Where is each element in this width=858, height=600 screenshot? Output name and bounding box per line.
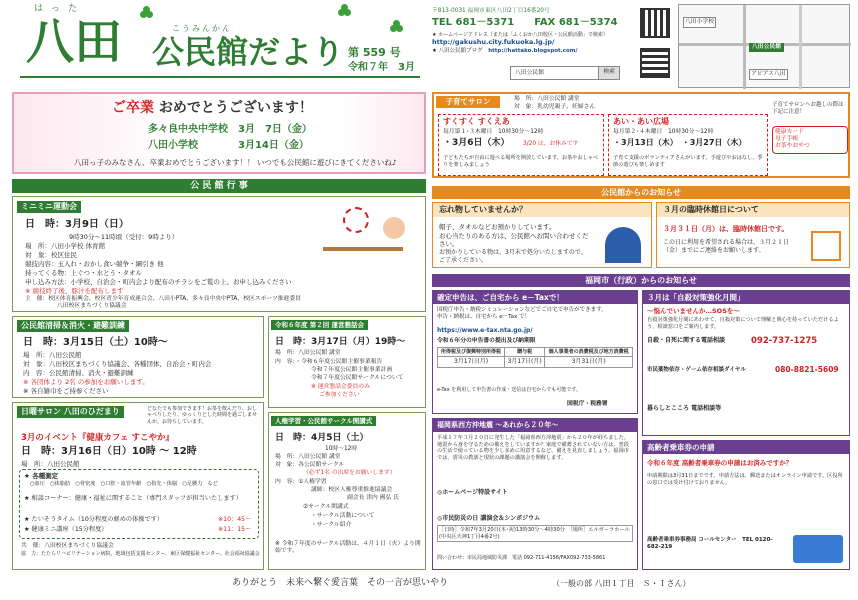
mini-undokai-apply: 申し込み方法：小学校、自治会・町内会より配布のチラシをご覧の上、お申し込みください — [25, 278, 292, 286]
circle-content-2: 講師：校区人権尊重推進協議会 — [311, 487, 393, 493]
circle-content-6: ・サークル紹介 — [311, 522, 352, 528]
elderly-body: 申請期限は3月31日までです。申請方法は、郵送またはオンライン申請です。区役所の窓口では受け付けておりません。 — [647, 473, 843, 486]
search-box-text: 八田公民館 — [515, 70, 544, 76]
circle-target: 対 象：各公民館サークル — [275, 462, 345, 468]
mini-undokai-place: 場 所：八田小学校 体育館 — [25, 242, 106, 250]
mini-undokai-box — [12, 196, 426, 312]
hidamari-lecture-time: ※11：15～ — [218, 526, 252, 533]
graduation-school-1: 多々良中央中学校 3月 7日（金） — [148, 124, 312, 135]
earthquake-contact: 問い合わせ：市民局地域防災課 電話 092-711-4156/FAX092-733-5861 — [437, 555, 606, 561]
etax-date: 3月17日(月) — [438, 357, 505, 368]
sukusuku-date: ・3月6日（木） — [443, 138, 510, 148]
etax-box — [432, 290, 638, 414]
mini-undokai-host2: 八田校区まちづくり協議会 — [57, 303, 127, 309]
suicide-phone-2: 080-8821-5609 — [775, 365, 839, 374]
salon-target: 対 象：乳幼児親子、妊婦さん — [514, 104, 596, 110]
salon-place: 場 所：八田公民館 講堂 — [514, 96, 580, 102]
circle-box — [268, 412, 426, 570]
council-box — [268, 316, 426, 408]
mini-undokai-target: 対 象：校区住民 — [25, 251, 77, 259]
hidamari-place: 場 所：八田公民館 — [21, 460, 80, 468]
mini-undokai-time: 9時30分～11時頃（受付：9時より） — [69, 233, 179, 241]
salon-note: 子育てサロンへお越しの際は下記に注意！ — [772, 102, 844, 115]
blog-label: ★ 八田公民館ブログ — [432, 48, 483, 55]
council-content-2: 令和７年度公民館主催事業計画 — [311, 367, 393, 373]
graduation-title — [112, 100, 313, 118]
hidamari-datetime: 日 時：3月16日（日）10時 ～ 12時 — [21, 446, 197, 457]
etax-title: 確定申告は、ご自宅から e－Taxで！ — [433, 291, 637, 304]
hidamari-taiso: ★ たいそうタイム（10分程度の軽めの体操です） — [24, 516, 164, 523]
search-button[interactable]: 検索 — [598, 67, 619, 79]
suicide-title: ３月は「自殺対策強化月間」 — [643, 291, 849, 304]
map-label-school: 八田小学校 — [683, 17, 716, 28]
hidamari-content-label: ★ 各種測定 — [24, 472, 59, 480]
hidamari-event: 3月のイベント『健康カフェ すこやか』 — [21, 433, 174, 443]
circle-datetime: 日 時：4月5日（土） — [275, 433, 369, 443]
salon-note-box — [772, 102, 848, 176]
salon-panel — [432, 92, 850, 178]
elderly-contact: 高齢者乗車券事務局 コールセンター TEL 0120-682-219 — [647, 537, 773, 550]
lost-items-body-2: お心当たりのある方は、公民館へお問い合わせください。 — [439, 232, 589, 249]
aiai-box — [608, 114, 768, 176]
salon-header: 子育てサロン — [436, 96, 500, 108]
council-content-4: ※ 運営懇話会委員のみ — [311, 384, 370, 390]
cleanup-place: 場 所：八田公民館 — [23, 351, 82, 359]
mini-undokai-games: 競技内容：玉入れ・おかし食い競争・綱引き 他 — [25, 260, 164, 268]
hidamari-measures: ○血圧 ○体脂肪 ○骨密度 ○口腔・血管年齢 ○指先・体脳 ○足腰力 など — [30, 481, 218, 487]
etax-body: 国税庁申告・納税シミュレーションなどでご自宅で申告ができます。申告・納税は、自宅から e－Tax で！ — [437, 307, 607, 320]
footer-author: （一般の部 八田１丁目 Ｓ・Ｉさん） — [552, 579, 691, 588]
lost-items-title: 忘れ物していませんか？ — [433, 203, 651, 217]
aiai-desc: 子育て支援のボランティアさんがいます。手遊びやおはなし、季節の遊びも楽しめます — [613, 155, 763, 168]
qr-code-homepage — [640, 8, 670, 38]
council-content-1: 内 容：・令和６年度公民館主催事業報告 — [275, 359, 383, 365]
salon-note-item: 健康カード — [775, 129, 804, 135]
council-tag: 令和６年度 第２回 運営懇話会 — [271, 320, 368, 330]
suicide-phone-1: 092-737-1275 — [751, 336, 818, 346]
earthquake-detail: ［日時］令和7年3月20日(木･祝)13時30分～4時30分 ［場所］エルガーラホール(中央区天神1丁目4番2号) — [437, 525, 633, 542]
suicide-line-label: 暮らしとこころ 電話相談等 — [647, 405, 722, 412]
circle-place: 場 所：八田公民館 講堂 — [275, 454, 341, 460]
hidamari-lecture: ★ 健康ミニ講座（15分程度） — [24, 526, 108, 533]
holiday-title: ３月の臨時休館日について — [657, 203, 849, 217]
circle-time: 10時～12時 — [325, 446, 358, 452]
earthquake-box — [432, 418, 638, 570]
clover-icon — [140, 6, 154, 20]
mini-undokai-tag: ミニミニ運動会 — [17, 201, 81, 213]
pass-card-icon — [793, 535, 843, 563]
cleanup-target: 対 象：八田校区まちづくり協議会、各種団体、自治会・町内会 — [23, 360, 212, 368]
lost-items-body-3: お預かりしている物は、3月末で処分いたしますので、ご了承ください。 — [439, 249, 587, 264]
title-main: 公民館だより — [152, 33, 345, 71]
issue-number: 第 559 号 — [348, 46, 401, 59]
cleanup-tag: 公民館清掃＆消火・避難訓練 — [17, 320, 129, 332]
ruby-hatta: はった — [34, 4, 86, 14]
graduation-title-red: ご卒業 — [112, 100, 154, 116]
circle-content-4: ②サークル開講式 — [303, 504, 349, 510]
council-place: 場 所：八田公民館 講堂 — [275, 350, 341, 356]
mini-undokai-host: 主 催：校区体育振興会、校区青少年育成連合会、八田小PTA、多々良中央中PTA、校区スポーツ推進委員 — [25, 296, 301, 302]
aiai-detail: 毎月第２･４木曜日 10時30分～12時 — [613, 129, 714, 135]
ruby-kouminkan: こうみんかん — [172, 24, 232, 33]
hidamari-host: 共 催：八田校区まちづくり協議会 — [21, 543, 114, 549]
etax-table-title: 令和６年分の申告書の提出及び納期限 — [437, 338, 536, 344]
circle-content-3: 副会長 津内 國弘 氏 — [347, 495, 399, 501]
holiday-body-1: ３月３１日（月）は、臨時休館日です。 — [663, 225, 789, 233]
etax-date: 3月31日(月) — [545, 357, 633, 368]
sukusuku-note: 3/20 は、お休みです — [523, 141, 579, 147]
sukusuku-detail: 毎月第１･３木曜日 10時30分～12時 — [443, 129, 544, 135]
hidamari-consult: ★ 相談コーナー：健康・福祉に関すること（専門スタッフが担当いたします） — [24, 495, 242, 502]
footer-slogan: ありがとう 未来へ繋ぐ愛言葉 その一言が思いやり — [232, 578, 449, 588]
umbrella-icon — [605, 227, 641, 263]
suicide-box — [642, 290, 850, 436]
clover-icon — [390, 20, 404, 34]
graduation-title-rest: おめでとうございます！ — [158, 100, 313, 116]
circle-content-1: 内 容：①人権学習 — [275, 479, 327, 485]
elderly-sub: 令和６年度 高齢者乗車券の申請はお済みですか？ — [647, 459, 793, 467]
search-box[interactable] — [510, 66, 620, 80]
etax-col: 所得税及び復興特別所得税 — [438, 348, 505, 357]
etax-foot: e-Tax を利用して申告書の作成・送信は自宅からでも可能です。 — [437, 387, 581, 393]
cleanup-note-1: ※ 各団体より 2名 の参加をお願いします。 — [23, 378, 149, 386]
lost-items-box — [432, 202, 652, 268]
sports-illustration — [313, 207, 413, 277]
etax-agency: 国税庁・税務署 — [567, 401, 608, 407]
sukusuku-box — [438, 114, 604, 176]
hidamari-box — [12, 402, 264, 570]
graduation-message: 八田っ子のみなさん、卒業おめでとうございます！！ いつでも公民館に遊びにきてくださいね♪ — [74, 158, 397, 167]
hidamari-taiso-time: ※10：45～ — [218, 516, 252, 523]
circle-target-note: （必ず1名 の出席をお願いします） — [303, 470, 396, 476]
etax-date: 3月17日(月) — [505, 357, 545, 368]
blog-url[interactable]: http://hattako.blogspot.com/ — [488, 48, 578, 55]
sukusuku-title: すくすく すくえあ — [443, 117, 510, 126]
etax-col: 個人事業者の消費税及び地方消費税 — [545, 348, 633, 357]
elderly-pass-box — [642, 440, 850, 570]
holiday-body-2: この日に利用を希望される場合は、３月２１日（金）までにご連絡をお願いします。 — [663, 239, 790, 254]
council-datetime: 日 時：3月17日（月）19時～ — [275, 337, 406, 347]
hidamari-content-box — [19, 469, 259, 539]
council-content-5: ご参加ください — [319, 392, 360, 398]
calendar-icon — [811, 231, 841, 261]
earthquake-title: 福岡県西方沖地震 ～あれから２０年～ — [433, 419, 637, 432]
address: 〒813-0031 福岡市東区八田2丁目16番20号 — [432, 8, 550, 14]
earthquake-body: 平成１７年３月２０日に発生した「福岡県西方沖地震」から２０年が経ちました。地震から身を守るための備えをしていますか？家庭で備蓄されていない方は、普段の生活で使っている物を少し多めに用意するなど、備えを見直しましょう。福岡市では、震災の教訓と現状の課題の講演会を開催します。 — [437, 435, 629, 461]
council-content-3: 令和７年度公民館サークルについて — [311, 375, 404, 381]
homepage-label: ★ ホームページアドレス（または「ふくおか八田校区・公民館活動」で検索） — [432, 31, 608, 38]
footer — [12, 574, 850, 596]
graduation-school-2: 八田小学校 3月14日（金） — [148, 140, 309, 151]
access-map — [678, 4, 850, 88]
clover-icon — [338, 4, 352, 18]
elderly-title: 高齢者乗車券の申請 — [643, 441, 849, 454]
title-underline — [20, 76, 420, 78]
aiai-dates: ・3月13日（木） ・3月27日（木） — [613, 138, 747, 147]
graduation-banner — [12, 92, 426, 174]
cleanup-content: 内 容：公民館清掃、消火・避難訓練 — [23, 369, 134, 377]
salon-note-item: お茶やおやつ — [775, 143, 810, 150]
qr-code-blog — [640, 48, 670, 78]
mini-undokai-datetime: 日 時：3月9日（日） — [25, 219, 129, 230]
map-label-kouminkan: 八田公民館 — [749, 43, 784, 52]
issue-date: 令和７年 3月 — [348, 62, 415, 73]
hidamari-tag: 日曜サロン 八田のひだまり — [17, 406, 124, 418]
circle-tag: 人権学習・公民館サークル開講式 — [271, 416, 376, 426]
mini-undokai-note: ※ 競技終了後、豚汁を配布します — [25, 287, 124, 295]
events-header: 公 民 館 行 事 — [12, 179, 426, 193]
etax-table — [437, 347, 633, 368]
circle-note: ※ 令和７年度のサークル活動は、４月１日（火）より開始です。 — [275, 541, 421, 555]
holiday-box — [656, 202, 850, 268]
contact-block — [432, 8, 632, 90]
suicide-phone-2-label: 市民薬物依存・ゲーム依存相談ダイヤル — [647, 367, 746, 373]
sukusuku-desc: 子どもたちが自由に遊べる場所を開放しています。お茶やおしゃべりを楽しみましょう — [443, 155, 599, 168]
salon-note-item: 母子手帳 — [775, 136, 799, 143]
lost-items-body-1: 帽子、タオルなどお預かりしています。 — [439, 223, 556, 231]
homepage-url[interactable]: http://gakushu.city.fukuoka.lg.jp/ — [432, 37, 555, 46]
earthquake-item-1: ◎ホームページ特設サイト — [437, 489, 508, 496]
suicide-body: 自殺対策強化月間にあわせて、自殺対策について理解と関心を持っていただけるよう、相談窓口をご案内します。 — [647, 317, 839, 330]
phone-fax: TEL 681－5371 FAX 681－5374 — [432, 17, 618, 29]
cleanup-datetime: 日 時：3月15日（土）10時～ — [23, 337, 168, 348]
earthquake-item-2: ◎市民防災の日 講演会＆シンポジウム — [437, 515, 541, 522]
masthead — [12, 4, 422, 86]
hidamari-note: どなたでも参加できます！お茶を飲んだり、おしゃべりしたり、ゆっくりとした時間を過ごしませんか。お待ちしています。 — [147, 406, 258, 425]
city-header: 福岡市（行政）からのお知らせ — [432, 274, 850, 287]
etax-url[interactable]: https://www.e-tax.nta.go.jp/ — [437, 327, 533, 334]
suicide-phone-1-label: 自殺・自死に関する電話相談 — [647, 337, 726, 344]
etax-col: 贈与税 — [505, 348, 545, 357]
map-label-apias: アピアス八田 — [749, 69, 788, 80]
title-hatta: 八田 — [26, 14, 123, 70]
mini-undokai-bring: 持ってくる物：上ぐつ・水とう・タオル — [25, 269, 142, 277]
circle-content-5: ・サークル活動について — [311, 513, 375, 519]
suicide-sub: ～悩んでいませんか…SOSを～ — [647, 307, 740, 315]
cleanup-box — [12, 316, 264, 398]
notice-header: 公民館からのお知らせ — [432, 186, 850, 199]
hidamari-cooperate: 協 力：たたらリハビリテーション病院、地域包括支援センター、東区保健福祉センター、社会福祉協議会 — [21, 551, 260, 557]
cleanup-note-2: ※ 各自雑巾をご持参ください — [23, 387, 109, 395]
aiai-title: あい・あい広場 — [613, 117, 669, 126]
